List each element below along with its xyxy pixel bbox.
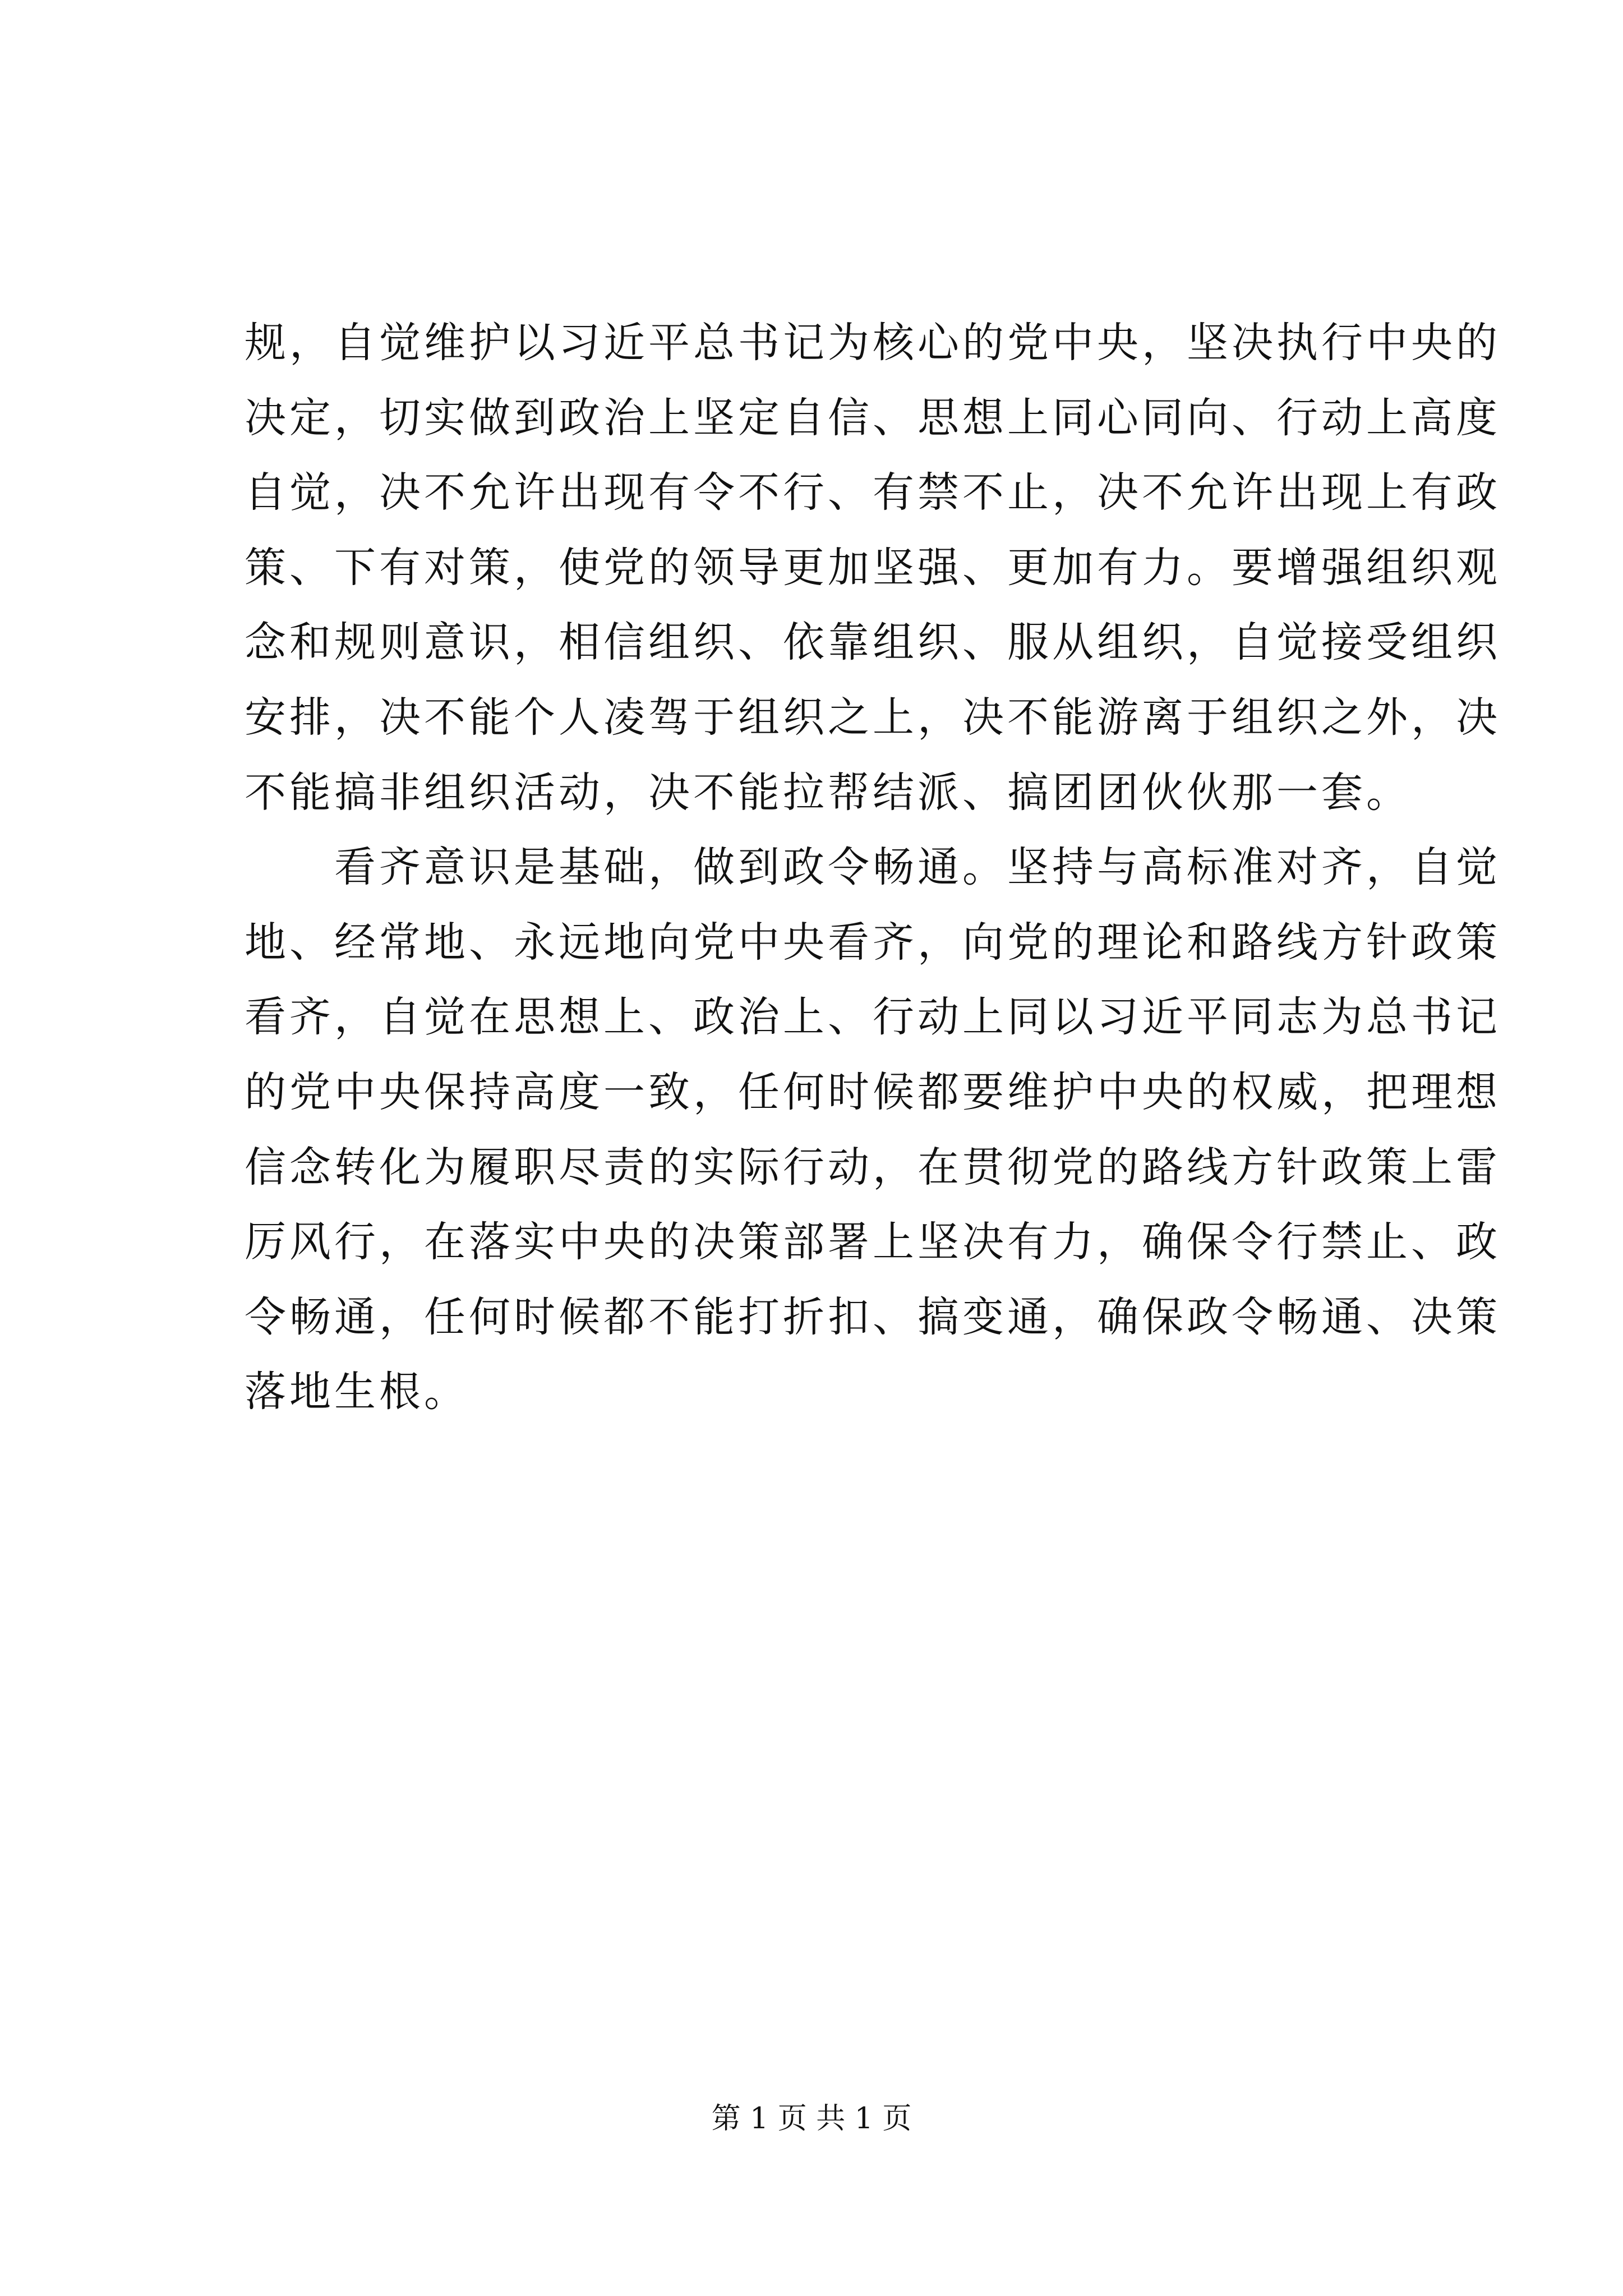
page-footer [0,2099,1623,2138]
text-line: 规，自觉维护以习近平总书记为核心的党中央，坚决执行中央的 [245,319,1501,367]
text-line: 落地生根。 [245,1368,469,1416]
body-text [245,306,1501,1430]
text-line: 看齐，自觉在思想上、政治上、行动上同以习近平同志为总书记 [245,993,1501,1042]
text-line: 地、经常地、永远地向党中央看齐，向党的理论和路线方针政策 [245,918,1501,967]
text-line: 不能搞非组织活动，决不能拉帮结派、搞团团伙伙那一套。 [245,768,1411,817]
text-line: 看齐意识是基础，做到政令畅通。坚持与高标准对齐，自觉 [245,843,1501,892]
text-line: 厉风行，在落实中央的决策部署上坚决有力，确保令行禁止、政 [245,1218,1501,1267]
text-line: 自觉，决不允许出现有令不行、有禁不止，决不允许出现上有政 [245,468,1501,517]
text-line: 念和规则意识，相信组织、依靠组织、服从组织，自觉接受组织 [245,618,1501,667]
text-line: 信念转化为履职尽责的实际行动，在贯彻党的路线方针政策上雷 [245,1143,1501,1191]
text-line: 的党中央保持高度一致，任何时候都要维护中央的权威，把理想 [245,1068,1501,1116]
text-line: 安排，决不能个人凌驾于组织之上，决不能游离于组织之外，决 [245,693,1501,742]
text-line: 决定，切实做到政治上坚定自信、思想上同心同向、行动上高度 [245,393,1501,442]
page-number-label: 第 1 页 共 1 页 [711,2102,912,2136]
text-line: 策、下有对策，使党的领导更加坚强、更加有力。要增强组织观 [245,543,1501,592]
text-line: 令畅通，任何时候都不能打折扣、搞变通，确保政令畅通、决策 [245,1292,1501,1341]
